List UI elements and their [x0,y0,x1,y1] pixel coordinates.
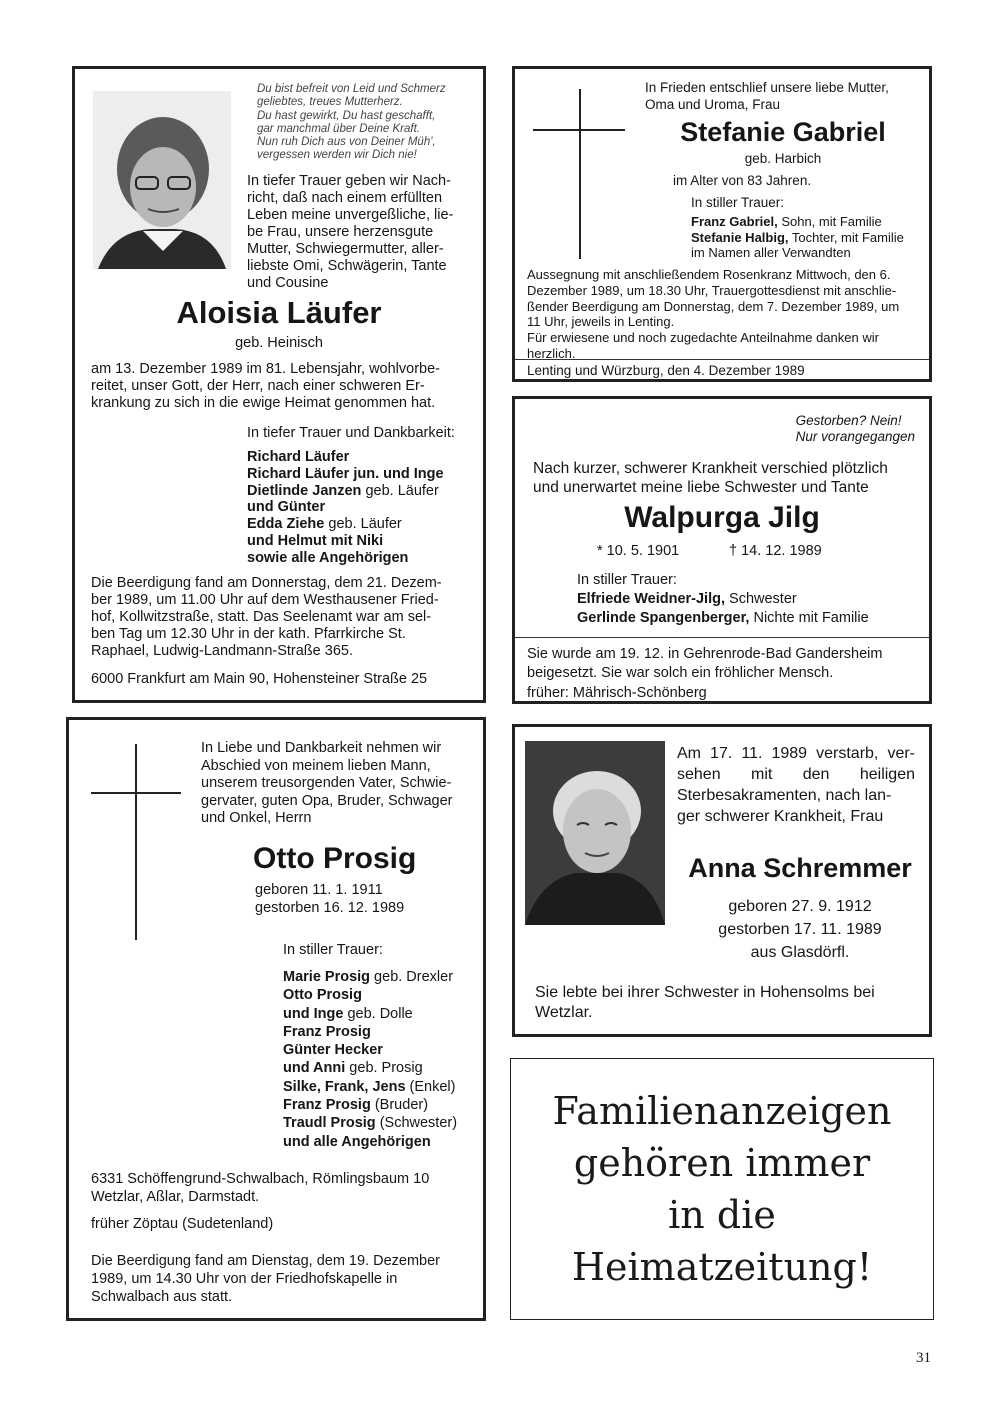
intro-line: richt, daß nach einem erfüllten [247,190,443,206]
motto-line: Gestorben? Nein! [795,413,902,428]
funeral-line: hof, Kollwitzstraße, statt. Das Seelenamt war am sel- [91,609,432,625]
funeral-line: Für erwiesene und noch zugedachte Anteilnahme danken wir [527,330,879,346]
cross-icon-horizontal [91,792,181,794]
note-line: Wetzlar. [535,1004,593,1021]
death-line: am 13. Dezember 1989 im 81. Lebensjahr, wohlvorbe- [91,361,440,377]
poem-line: geliebtes, treues Mutterherz. [257,96,403,109]
advert-line: gehören immer [573,1141,871,1185]
cross-icon-vertical [135,744,137,940]
deceased-name: Anna Schremmer [688,853,912,883]
mourner-entry: Franz Gabriel, Sohn, mit Familie [691,214,882,229]
intro-line: Mutter, Schwiegermutter, aller- [247,241,444,257]
intro-line: sehen mit den heiligen [677,766,915,783]
intro-block [677,743,915,827]
intro-line: Am 17. 11. 1989 verstarb, ver- [677,745,915,762]
poem-line: Du bist befreit von Leid und Schmerz [257,83,446,95]
advert-line: Heimatzeitung! [571,1245,873,1289]
poem-block [257,83,446,163]
poem-line: vergessen werden wir Dich nie! [257,149,417,162]
intro-line: und Onkel, Herrn [201,810,312,826]
dates-block [675,895,925,964]
death-block [91,361,440,412]
mourner-entry: Franz Prosig [283,1023,371,1040]
notice-prosig [66,717,486,1321]
deceased-name: Walpurga Jilg [624,501,820,534]
intro-line: Leben meine unvergeßliche, lie- [247,207,454,223]
birth-date: geboren 27. 9. 1912 [728,898,872,915]
maiden-name: geb. Harbich [744,151,822,166]
notice-laeufer [72,66,486,703]
mourners-list [283,968,457,1151]
funeral-line: Aussegnung mit anschließendem Rosenkranz Mittwoch, den 6. [527,267,891,282]
mourner-entry: Silke, Frank, Jens (Enkel) [283,1078,456,1095]
death-date: gestorben 17. 11. 1989 [718,921,882,938]
intro-line: gervater, guten Opa, Bruder, Schwager [201,792,453,809]
advert-text [511,1085,933,1293]
poem-line: Nun ruh Dich aus von Deiner Müh', [257,136,436,149]
place-date: Lenting und Würzburg, den 4. Dezember 1989 [527,363,805,378]
former-home: früher: Mährisch-Schönberg [527,685,707,701]
mourners-list [691,214,904,261]
mourner-entry: und Günter [247,499,326,516]
funeral-line: ßender Beerdigung am Donnerstag, dem 7. Dezember 1989, um [527,298,900,314]
intro-line: Sterbesakramenten, nach lan- [677,787,892,804]
address-line: 6000 Frankfurt am Main 90, Hohensteiner Straße 25 [91,671,428,687]
funeral-line: Dezember 1989, um 18.30 Uhr, Trauergottesdienst mit anschlie- [527,282,897,298]
intro-line: In Liebe und Dankbarkeit nehmen wir [201,740,442,756]
mourner-entry: Otto Prosig [283,987,362,1004]
dates-block [255,882,404,917]
mourning-line: In stiller Trauer: [691,195,785,210]
intro-line: Nach kurzer, schwerer Krankheit verschied plötzlich [533,460,888,477]
intro-block [645,79,889,113]
funeral-block [527,267,899,362]
mourning-line: In stiller Trauer: [283,942,383,958]
motto-block [796,413,915,445]
mourner-entry: Gerlinde Spangenberger, Nichte mit Familie [577,609,869,626]
intro-block [247,173,472,292]
intro-line: Oma und Uroma, Frau [645,97,781,112]
funeral-block [91,575,442,660]
death-line: krankung zu sich in die ewige Heimat genommen hat. [91,395,436,411]
divider [515,359,929,360]
age-line: im Alter von 83 Jahren. [673,173,812,188]
maiden-name: geb. Heinisch [235,335,323,351]
poem-line: Du hast gewirkt, Du hast geschafft, [257,109,436,122]
former-home: früher Zöptau (Sudetenland) [91,1216,274,1232]
intro-block [533,459,888,497]
advert-box [510,1058,934,1320]
burial-line: Sie wurde am 19. 12. in Gehrenrode-Bad Gandersheim [527,646,883,662]
mourner-entry: und Inge geb. Dolle [283,1005,413,1022]
note-line: Sie lebte bei ihrer Schwester in Hohensolms bei [535,984,875,1001]
mourning-line: In stiller Trauer: [577,572,677,588]
address-line: 6331 Schöffengrund-Schwalbach, Römlingsbaum 10 [91,1171,430,1187]
funeral-line: Schwalbach aus statt. [91,1289,233,1305]
mourner-entry: Richard Läufer [247,449,350,465]
intro-line: be Frau, unsere herzensgute [247,224,434,240]
notice-schremmer [512,724,932,1037]
portrait-photo-schremmer [525,741,665,925]
mourner-entry: und Anni geb. Prosig [283,1060,423,1077]
address-line: Wetzlar, Aßlar, Darmstadt. [91,1189,260,1205]
advert-line: Familienanzeigen [552,1089,892,1133]
intro-block [201,740,452,828]
motto-line: Nur vorangegangen [795,429,915,444]
death-line: reitet, unser Gott, der Herr, nach einer schweren Er- [91,378,425,394]
intro-line: In tiefer Trauer geben wir Nach- [247,173,451,189]
mourner-entry: Günter Hecker [283,1042,383,1059]
origin-line: aus Glasdörfl. [750,944,850,961]
intro-line: liebste Omi, Schwägerin, Tante [247,258,447,274]
notice-jilg [512,396,932,704]
intro-line: ger schwerer Krankheit, Frau [677,808,884,825]
funeral-block [91,1252,440,1306]
poem-line: gar manchmal über Deine Kraft. [257,122,420,135]
cross-icon-horizontal [533,129,625,131]
mourner-entry: Franz Prosig (Bruder) [283,1097,429,1114]
mourners-list [577,590,869,627]
birth-date: * 10. 5. 1901 [597,543,680,559]
intro-line: In Frieden entschlief unsere liebe Mutter, [645,80,889,95]
address-block [91,1170,429,1206]
mourner-entry: Traudl Prosig (Schwester) [283,1115,458,1132]
funeral-line: ber 1989, um 11.00 Uhr auf dem Westhausener Fried- [91,592,439,608]
death-date: † 14. 12. 1989 [729,543,822,559]
burial-line: beigesetzt. Sie war solch ein fröhlicher Mensch. [527,664,834,681]
notice-gabriel [512,66,932,382]
deceased-name: Stefanie Gabriel [680,117,886,147]
mourning-line: In tiefer Trauer und Dankbarkeit: [247,425,455,441]
intro-line: und Cousine [247,275,329,291]
mourner-entry: Richard Läufer jun. und Inge [247,465,444,482]
note-block [535,983,875,1023]
intro-line: Abschied von meinem lieben Mann, [201,757,431,774]
advert-line: in die [668,1193,776,1237]
mourner-entry: Edda Ziehe geb. Läufer [247,516,402,533]
page-number: 31 [916,1350,931,1366]
death-date: gestorben 16. 12. 1989 [255,899,405,916]
funeral-line: herzlich. [527,345,576,361]
intro-line: unserem treusorgenden Vater, Schwie- [201,775,452,791]
funeral-line: ben Tag um 12.30 Uhr in der kath. Pfarrkirche St. [91,626,406,642]
cross-icon-vertical [579,89,581,259]
mourner-entry: und Helmut mit Niki [247,532,384,549]
mourner-entry: sowie alle Angehörigen [247,549,409,566]
mourner-entry: Elfriede Weidner-Jilg, Schwester [577,591,797,607]
funeral-line: Raphael, Ludwig-Landmann-Straße 365. [91,643,353,659]
mourner-entry: Marie Prosig geb. Drexler [283,969,454,985]
burial-block [527,645,882,682]
mourner-entry: Stefanie Halbig, Tochter, mit Familie [691,229,904,245]
deceased-name: Otto Prosig [253,842,417,875]
mourner-entry: Dietlinde Janzen geb. Läufer [247,482,439,499]
portrait-photo-laeufer [93,91,231,269]
mourners-list [247,449,444,567]
divider [515,637,929,638]
intro-line: und unerwartet meine liebe Schwester und Tante [533,479,869,496]
birth-date: geboren 11. 1. 1911 [255,882,383,898]
deceased-name: Aloisia Läufer [176,295,382,330]
funeral-line: 11 Uhr, jeweils in Lenting. [527,314,675,330]
mourner-entry: und alle Angehörigen [283,1133,431,1150]
funeral-line: 1989, um 14.30 Uhr von der Friedhofskapelle in [91,1271,398,1287]
funeral-line: Die Beerdigung fand am Dienstag, dem 19. Dezember [91,1253,440,1269]
funeral-line: Die Beerdigung fand am Donnerstag, dem 21. Dezem- [91,575,442,591]
mourner-entry: im Namen aller Verwandten [691,245,851,260]
